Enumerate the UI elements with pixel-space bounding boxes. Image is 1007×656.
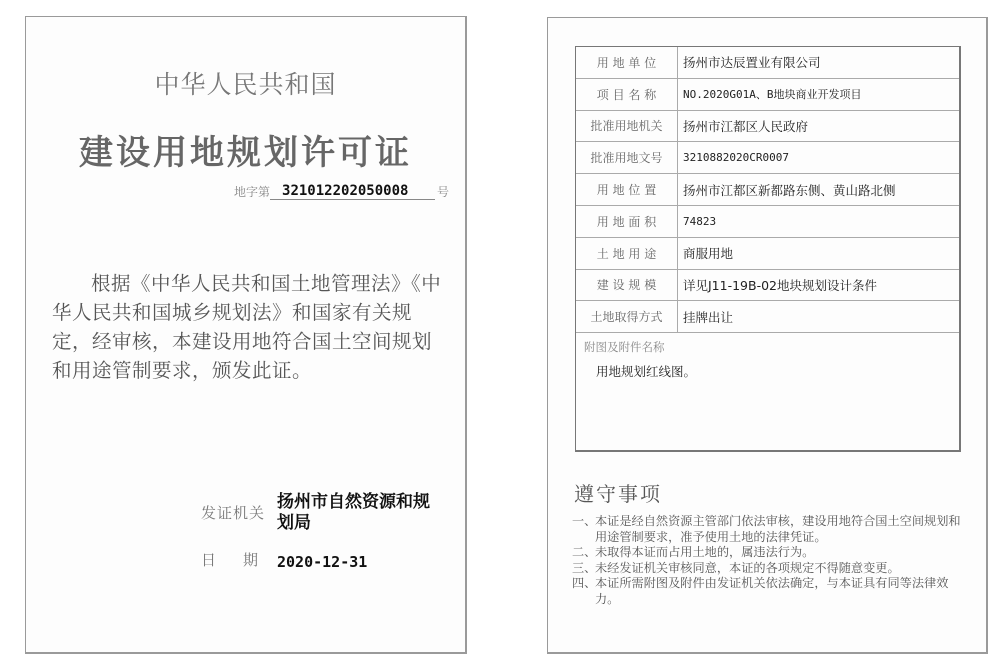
land-info-table — [575, 46, 961, 452]
row-value: 挂牌出让 — [683, 309, 734, 325]
issuer-row — [201, 492, 437, 534]
row-label: 用 地 面 积 — [576, 206, 678, 237]
row-label: 土 地 用 途 — [576, 238, 678, 269]
notice-number: 二、 — [572, 545, 597, 559]
statement-line-1: 根据《中华人民共和国土地管理法》《中 — [91, 272, 442, 295]
row-label: 土地取得方式 — [576, 301, 678, 332]
notice-number: 三、 — [572, 560, 597, 575]
row-label: 批准用地文号 — [576, 142, 678, 173]
table-row — [576, 79, 959, 111]
row-value: 商服用地 — [683, 246, 734, 262]
serial-suffix: 号 — [437, 185, 450, 199]
row-label: 建 设 规 模 — [576, 270, 678, 301]
notice-text: 未取得本证而占用土地的，属违法行为。 — [595, 545, 815, 559]
notice-number: 四、 — [572, 576, 597, 590]
notice-item — [572, 514, 967, 545]
attachment-section — [576, 333, 959, 386]
table-row — [576, 206, 959, 238]
country-name: 中华人民共和国 — [154, 70, 337, 99]
notice-number: 一、 — [572, 514, 597, 528]
date-label-char-2: 期 — [242, 550, 259, 569]
certificate-front-page — [25, 16, 467, 654]
notice-item — [572, 545, 967, 561]
date-label-char-1: 日 — [201, 550, 218, 569]
notice-text: 本证所需附图及附件由发证机关依法确定，与本证具有同等法律效力。 — [595, 576, 949, 606]
notice-title: 遵守事项 — [574, 482, 662, 506]
statement-rest: 华人民共和国城乡规划法》和国家有关规定，经审核，本建设用地符合国土空间规划和用途管制要求，颁发此证。 — [52, 301, 433, 382]
row-label: 用 地 单 位 — [576, 47, 678, 78]
row-label: 项 目 名 称 — [576, 79, 678, 110]
serial-number-row — [234, 183, 449, 200]
row-value: 3210882020CR0007 — [683, 151, 789, 165]
certificate-back-page — [547, 17, 988, 654]
table-row — [576, 142, 959, 174]
row-label: 用 地 位 置 — [576, 174, 678, 205]
table-row — [576, 301, 959, 333]
notice-text: 未经发证机关审核同意，本证的各项规定不得随意变更。 — [595, 560, 900, 575]
issuer-value: 扬州市自然资源和规划局 — [277, 492, 430, 533]
notice-item — [572, 576, 967, 607]
table-row — [576, 270, 959, 302]
certificate-title: 建设用地规划许可证 — [79, 133, 412, 173]
row-value: 74823 — [683, 214, 717, 228]
date-label — [201, 549, 277, 570]
table-row — [576, 174, 959, 206]
attachment-value: 用地规划红线图。 — [596, 364, 697, 380]
row-value: 详见J11-19B-02地块规划设计条件 — [683, 277, 878, 293]
attachment-label: 附图及附件名称 — [584, 340, 665, 355]
notice-list — [572, 514, 967, 607]
row-value: 扬州市达辰置业有限公司 — [683, 55, 821, 71]
serial-prefix: 地字第 — [234, 185, 271, 199]
serial-number: 321012202050008 — [270, 183, 435, 200]
date-value: 2020-12-31 — [277, 553, 368, 571]
certificate-statement — [52, 269, 447, 385]
row-label: 批准用地机关 — [576, 111, 678, 142]
table-row — [576, 238, 959, 270]
issuer-label: 发证机关 — [201, 504, 266, 522]
row-value: 扬州市江都区人民政府 — [683, 118, 809, 134]
notice-item — [572, 561, 967, 577]
table-row — [576, 47, 959, 79]
table-row — [576, 111, 959, 143]
date-row — [201, 547, 367, 571]
row-value: 扬州市江都区新都路东侧、黄山路北侧 — [683, 182, 896, 198]
notice-text: 本证是经自然资源主管部门依法审核，建设用地符合国土空间规划和用途管制要求，准予使用土地的法律凭证。 — [595, 514, 961, 544]
row-value: NO.2020G01A、B地块商业开发项目 — [683, 88, 862, 102]
